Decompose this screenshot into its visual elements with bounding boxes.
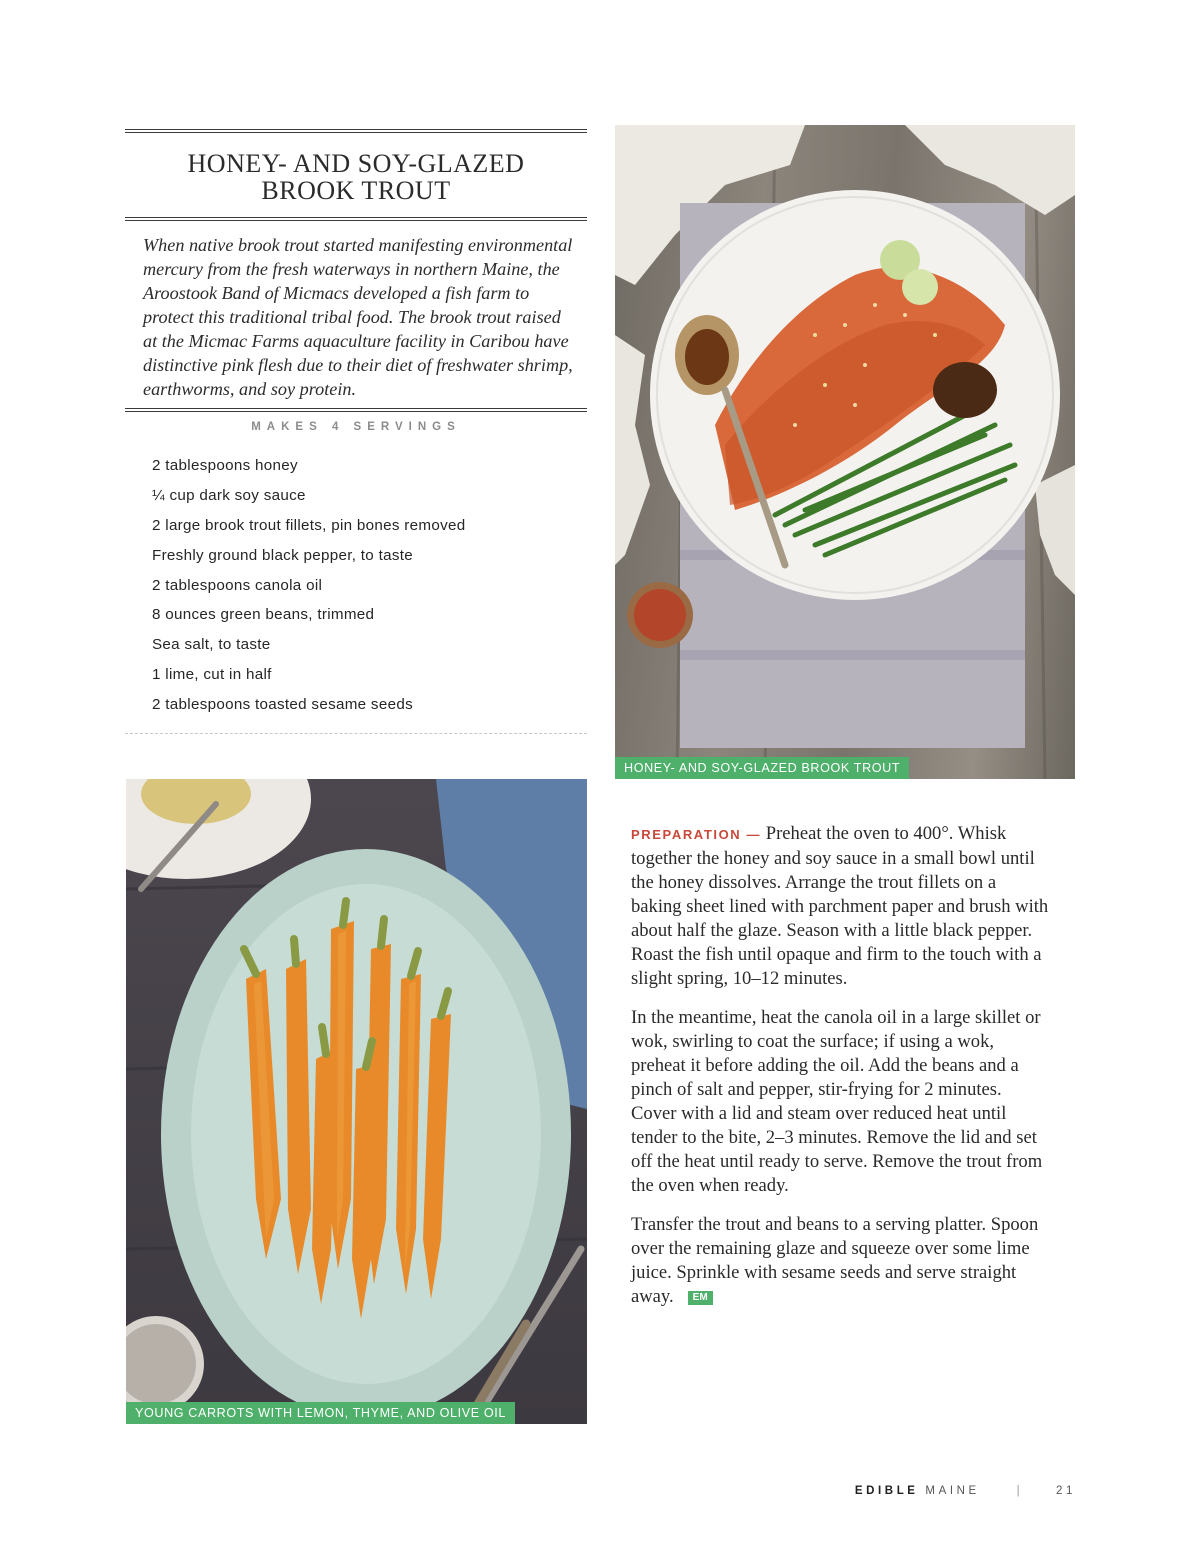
trout-photo — [615, 125, 1075, 779]
ingredient-item: 1 lime, cut in half — [152, 666, 272, 684]
preparation-paragraph-2: In the meantime, heat the canola oil in a large skillet or wok, swirling to coat the surface; if using a wok, preheat it before adding the oil. Add the beans and a pinch of salt and pepper, stir-frying for 2 minutes. Cover with a lid and steam over reduced heat until tender to the bite, 2–3 minutes. Remove the lid and set off the heat until ready to serve. Remove the trout from the oven when ready. — [631, 1007, 1043, 1196]
recipe-title-line2: BROOK TROUT — [261, 176, 451, 205]
footer-magazine: MAINE — [925, 1485, 980, 1497]
ingredients-divider — [125, 733, 587, 734]
title-bottom-rule — [125, 217, 587, 221]
page-footer — [855, 1485, 1076, 1497]
page-number: 21 — [1056, 1485, 1076, 1497]
preparation-section — [631, 822, 1051, 1324]
intro-bottom-rule — [125, 408, 587, 412]
carrots-photo — [126, 779, 587, 1424]
ingredient-item: 2 tablespoons canola oil — [152, 576, 323, 594]
trout-photo-caption: HONEY- AND SOY-GLAZED BROOK TROUT — [615, 757, 909, 779]
ingredient-item: 2 tablespoons toasted sesame seeds — [152, 696, 413, 714]
servings-label: MAKES 4 SERVINGS — [251, 421, 461, 433]
ingredient-item: ¼ cup dark soy sauce — [152, 486, 306, 504]
recipe-title — [125, 150, 587, 204]
footer-separator: | — [1016, 1485, 1024, 1497]
footer-brand: EDIBLE — [854, 1485, 919, 1497]
recipe-intro: When native brook trout started manifesting environmental mercury from the fresh waterways in northern Maine, the Aroostook Band of Micmacs developed a fish farm to protect this traditional tribal food. The brook trout raised at the Micmac Farms aquaculture facility in Caribou have distinctive pink flesh due to their diet of freshwater shrimp, earthworms, and soy protein. — [143, 235, 573, 399]
carrots-photo-caption: YOUNG CARROTS WITH LEMON, THYME, AND OLIVE OIL — [126, 1402, 515, 1424]
ingredient-item: Sea salt, to taste — [152, 636, 271, 654]
preparation-paragraph-3 — [631, 1213, 1051, 1309]
preparation-text-3: Transfer the trout and beans to a serving platter. Spoon over the remaining glaze and squeeze over some lime juice. Sprinkle with sesame seeds and serve straight away. — [631, 1214, 1039, 1307]
ingredient-item: 8 ounces green beans, trimmed — [152, 606, 375, 624]
trout-photo-illustration — [615, 125, 1075, 779]
title-top-rule — [125, 129, 587, 133]
edible-maine-end-mark: EM — [688, 1291, 713, 1305]
preparation-paragraph-1 — [631, 822, 1051, 991]
recipe-title-line1: HONEY- AND SOY-GLAZED — [187, 149, 525, 178]
ingredient-item: Freshly ground black pepper, to taste — [152, 546, 413, 564]
ingredient-list — [152, 455, 466, 724]
preparation-label: PREPARATION — — [631, 827, 762, 842]
ingredient-item: 2 tablespoons honey — [152, 457, 298, 474]
preparation-text-1: Preheat the oven to 400°. Whisk together the honey and soy sauce in a small bowl until the honey dissolves. Arrange the trout fillets on a baking sheet lined with parchment paper and brush with about half the glaze. Season with a little black pepper. Roast the fish until opaque and firm to the touch with a slight spring, 10–12 minutes. — [631, 823, 1049, 989]
carrots-photo-illustration — [126, 779, 587, 1424]
ingredient-item: 2 large brook trout fillets, pin bones removed — [152, 516, 466, 534]
